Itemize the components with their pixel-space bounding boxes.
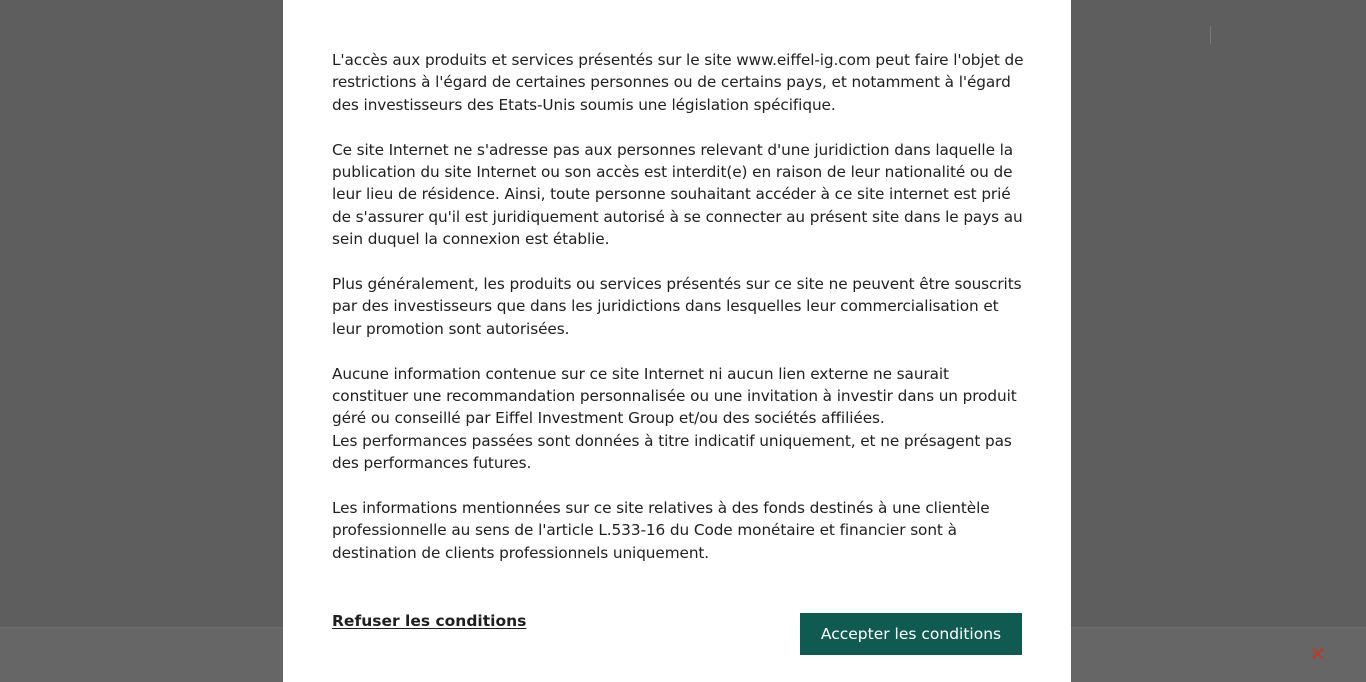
- disclaimer-paragraph: L'accès aux produits et services présentés sur le site www.eiffel-ig.com peut faire l'objet de restrictions à l'égard de certaines personnes ou de certains pays, et notamment à l'égard des investisseurs des Etats-Unis soumis une législation spécifique.: [332, 51, 1024, 114]
- legal-disclaimer-modal: [283, 0, 1071, 682]
- refuse-conditions-link[interactable]: Refuser les conditions: [332, 612, 527, 630]
- disclaimer-paragraph: Plus généralement, les produits ou services présentés sur ce site ne peuvent être souscrits par des investisseurs que dans les juridictions dans lesquelles leur commercialisation et leur promotion sont autorisées.: [332, 275, 1022, 338]
- disclaimer-paragraph: Les informations mentionnées sur ce site relatives à des fonds destinés à une clientèle professionnelle au sens de l'article L.533-16 du Code monétaire et financier sont à destination de clients professionnels uniquement.: [332, 499, 990, 562]
- header-divider: [1210, 26, 1211, 44]
- disclaimer-paragraph: Ce site Internet ne s'adresse pas aux personnes relevant d'une juridiction dans laquelle la publication du site Internet ou son accès est interdit(e) en raison de leur nationalité ou de leur lieu de résidence. Ainsi, toute personne souhaitant accéder à ce site internet est prié de s'assurer qu'il est juridiquement autorisé à se connecter au présent site dans le pays au sein duquel la connexion est établie.: [332, 140, 1023, 249]
- disclaimer-text: [332, 49, 1024, 587]
- disclaimer-paragraph: Les performances passées sont données à titre indicatif uniquement, et ne présagent pas des performances futures.: [332, 431, 1012, 473]
- accept-conditions-button[interactable]: Accepter les conditions: [800, 613, 1022, 655]
- close-icon[interactable]: ✕: [1309, 642, 1327, 666]
- disclaimer-paragraph: Aucune information contenue sur ce site Internet ni aucun lien externe ne saurait constituer une recommandation personnalisée ou une invitation à investir dans un produit géré ou conseillé par Eiffel Investment Group et/ou des sociétés affiliées.: [332, 364, 1017, 428]
